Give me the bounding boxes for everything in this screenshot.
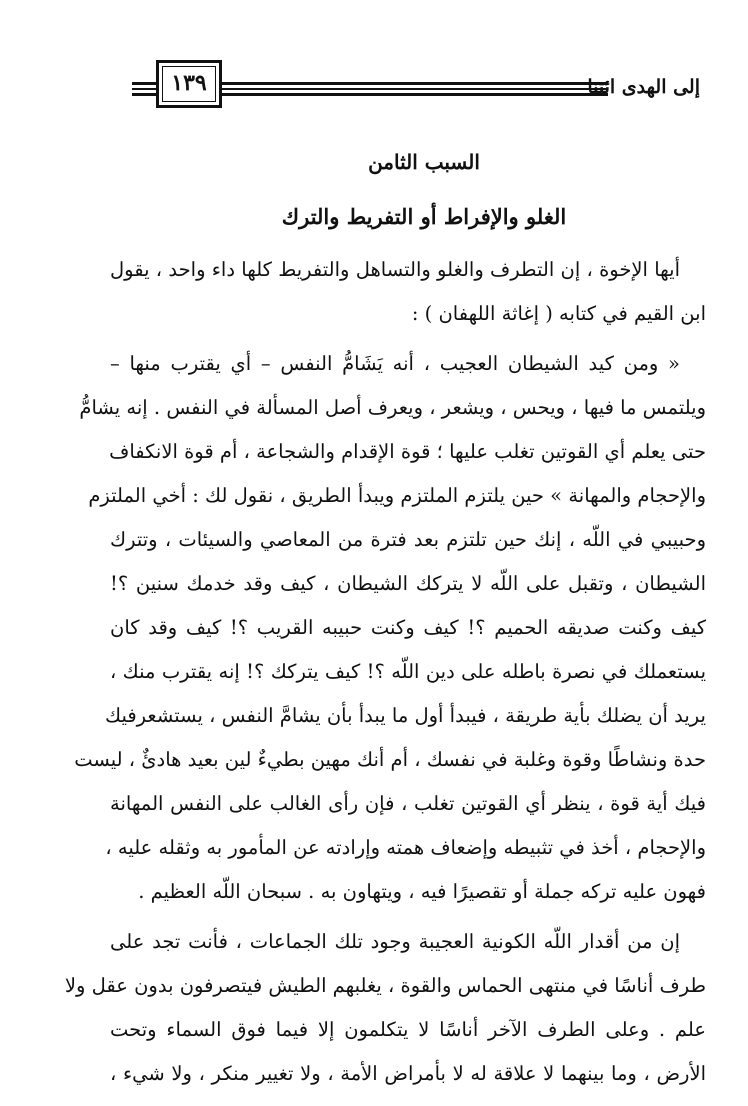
- text-line: حتى يعلم أي القوتين تغلب عليها ؛ قوة الإقدام والشجاعة ، أم قوة الانكفاف: [109, 440, 706, 463]
- text-line: يستعملك في نصرة باطله على دين اللّه ؟! كيف يتركك ؟! إنه يقترب منك ،: [110, 660, 706, 683]
- text-line: حدة ونشاطًا وقوة وغلبة في نفسك ، أم أنك مهين بطيءٌ لين بعيد هادئٌ ، ليست: [74, 748, 706, 771]
- header-rule-left: [132, 82, 156, 96]
- header-rule: [222, 82, 608, 96]
- text-line: فيك أية قوة ، ينظر أي القوتين تغلب ، فإن رأى الغالب على النفس المهانة: [110, 792, 706, 815]
- book-title: إلى الهدى ائتنا: [587, 76, 700, 98]
- text-line: يريد أن يضلك بأية طريقة ، فيبدأ أول ما يبدأ بأن يشامَّ النفس ، يستشعرفيك: [105, 704, 706, 727]
- text-line: فهون عليه تركه جملة أو تقصيرًا فيه ، ويتهاون به . سبحان اللّه العظيم .: [138, 880, 706, 903]
- text-line: كيف وكنت صديقه الحميم ؟! كيف وكنت حبيبه القريب ؟! كيف وقد كان: [110, 616, 706, 639]
- paragraph: [110, 248, 706, 336]
- text-line: علم . وعلى الطرف الآخر أناسًا لا يتكلمون إلا فيما فوق السماء وتحت: [110, 1018, 706, 1041]
- body-text: [64, 248, 706, 1096]
- text-line: إن من أقدار اللّه الكونية العجيبة وجود تلك الجماعات ، فأنت تجد على: [110, 930, 680, 953]
- text-line: وحبيبي في اللّه ، إنك حين تلتزم بعد فترة من المعاصي والسيئات ، وتترك: [110, 528, 706, 551]
- text-line: ابن القيم في كتابه ( إغاثة اللهفان ) :: [411, 302, 706, 325]
- text-line: أيها الإخوة ، إن التطرف والغلو والتساهل والتفريط كلها داء واحد ، يقول: [110, 258, 680, 281]
- text-line: الأرض ، وما بينهما لا علاقة له لا بأمراض الأمة ، ولا تغيير منكر ، ولا شيء ،: [110, 1062, 706, 1085]
- paragraph: [64, 920, 706, 1096]
- text-line: ويلتمس ما فيها ، ويحس ، ويشعر ، ويعرف أصل المسألة في النفس . إنه يشامُّ: [79, 396, 706, 419]
- section-heading: السبب الثامن: [368, 150, 480, 174]
- page-number: ١٣٩: [156, 60, 222, 108]
- text-line: الشيطان ، وتقبل على اللّه لا يتركك الشيطان ، كيف وقد خدمك سنين ؟!: [110, 572, 706, 595]
- text-line: « ومن كيد الشيطان العجيب ، أنه يَشَامُّ النفس – أي يقترب منها –: [110, 352, 680, 375]
- paragraph: [74, 342, 706, 914]
- text-line: طرف أناسًا في منتهى الحماس والقوة ، يغلبهم الطيش فيتصرفون بدون عقل ولا: [64, 974, 706, 997]
- text-line: والإحجام ، أخذ في تثبيطه وإضعاف همته وإرادته عن المأمور به وثقله عليه ،: [105, 836, 706, 859]
- topic-heading: الغلو والإفراط أو التفريط والترك: [281, 204, 567, 229]
- text-line: والإحجام والمهانة » حين يلتزم الملتزم ويبدأ الطريق ، نقول لك : أخي الملتزم: [88, 484, 706, 507]
